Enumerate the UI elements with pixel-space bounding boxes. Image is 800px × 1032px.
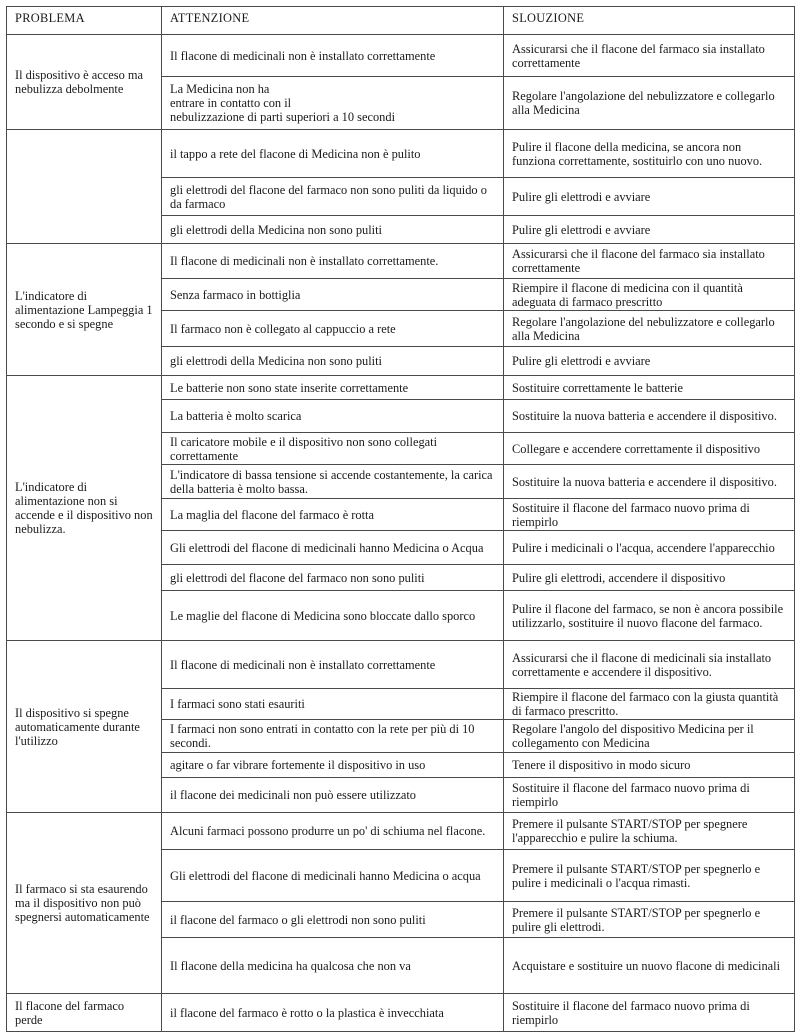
attention-cell: Il farmaco non è collegato al cappuccio a rete <box>162 311 504 347</box>
problem-cell: L'indicatore di alimentazione Lampeggia 1 secondo e si spegne <box>7 244 162 376</box>
troubleshooting-table <box>6 6 795 1032</box>
solution-cell: Pulire gli elettrodi e avviare <box>504 178 795 216</box>
header-attenzione: ATTENZIONE <box>162 7 504 35</box>
attention-cell: Senza farmaco in bottiglia <box>162 279 504 311</box>
solution-cell: Riempire il flacone del farmaco con la giusta quantità di farmaco prescritto. <box>504 689 795 720</box>
solution-cell: Premere il pulsante START/STOP per spegnere l'apparecchio e pulire la schiuma. <box>504 813 795 850</box>
problem-cell <box>7 130 162 244</box>
header-problema: PROBLEMA <box>7 7 162 35</box>
solution-cell: Assicurarsi che il flacone del farmaco sia installato correttamente <box>504 244 795 279</box>
solution-cell: Pulire il flacone della medicina, se ancora non funziona correttamente, sostituirlo con uno nuovo. <box>504 130 795 178</box>
attention-cell: La Medicina non ha entrare in contatto con il nebulizzazione di parti superiori a 10 secondi <box>162 77 504 130</box>
problem-cell: L'indicatore di alimentazione non si accende e il dispositivo non nebulizza. <box>7 376 162 641</box>
attention-cell: il tappo a rete del flacone di Medicina non è pulito <box>162 130 504 178</box>
attention-cell: I farmaci sono stati esauriti <box>162 689 504 720</box>
solution-cell: Riempire il flacone di medicina con il quantità adeguata di farmaco prescritto <box>504 279 795 311</box>
table-row <box>7 35 795 77</box>
solution-cell: Pulire gli elettrodi, accendere il dispositivo <box>504 565 795 591</box>
solution-cell: Pulire il flacone del farmaco, se non è ancora possibile utilizzarlo, sostituire il nuovo flacone del farmaco. <box>504 591 795 641</box>
solution-cell: Sostituire la nuova batteria e accendere il dispositivo. <box>504 465 795 499</box>
solution-cell: Assicurarsi che il flacone di medicinali sia installato correttamente e accendere il dispositivo. <box>504 641 795 689</box>
problem-cell: Il dispositivo è acceso ma nebulizza debolmente <box>7 35 162 130</box>
header-soluzione: SLOUZIONE <box>504 7 795 35</box>
attention-cell: agitare o far vibrare fortemente il dispositivo in uso <box>162 753 504 778</box>
table-row <box>7 244 795 279</box>
table-row <box>7 813 795 850</box>
solution-cell: Sostituire il flacone del farmaco nuovo prima di riempirlo <box>504 778 795 813</box>
attention-cell: gli elettrodi della Medicina non sono puliti <box>162 347 504 376</box>
attention-cell: Gli elettrodi del flacone di medicinali hanno Medicina o acqua <box>162 850 504 902</box>
attention-cell: La batteria è molto scarica <box>162 400 504 433</box>
attention-cell: il flacone dei medicinali non può essere utilizzato <box>162 778 504 813</box>
header-row <box>7 7 795 35</box>
solution-cell: Sostituire il flacone del farmaco nuovo prima di riempirlo <box>504 499 795 531</box>
solution-cell: Regolare l'angolazione del nebulizzatore e collegarlo alla Medicina <box>504 77 795 130</box>
attention-cell: Gli elettrodi del flacone di medicinali hanno Medicina o Acqua <box>162 531 504 565</box>
attention-cell: Il flacone della medicina ha qualcosa che non va <box>162 938 504 994</box>
attention-cell: il flacone del farmaco è rotto o la plastica è invecchiata <box>162 994 504 1032</box>
solution-cell: Pulire gli elettrodi e avviare <box>504 216 795 244</box>
table-row <box>7 376 795 400</box>
attention-cell: Il flacone di medicinali non è installato correttamente <box>162 641 504 689</box>
attention-cell: gli elettrodi della Medicina non sono puliti <box>162 216 504 244</box>
problem-cell: Il flacone del farmaco perde <box>7 994 162 1032</box>
solution-cell: Pulire gli elettrodi e avviare <box>504 347 795 376</box>
table-row <box>7 641 795 689</box>
solution-cell: Premere il pulsante START/STOP per spegnerlo e pulire i medicinali o l'acqua rimasti. <box>504 850 795 902</box>
solution-cell: Assicurarsi che il flacone del farmaco sia installato correttamente <box>504 35 795 77</box>
attention-cell: L'indicatore di bassa tensione si accende costantemente, la carica della batteria è molto bassa. <box>162 465 504 499</box>
attention-cell: il flacone del farmaco o gli elettrodi non sono puliti <box>162 902 504 938</box>
solution-cell: Sostituire la nuova batteria e accendere il dispositivo. <box>504 400 795 433</box>
problem-cell: Il farmaco si sta esaurendo ma il dispositivo non può spegnersi automaticamente <box>7 813 162 994</box>
solution-cell: Collegare e accendere correttamente il dispositivo <box>504 433 795 465</box>
solution-cell: Tenere il dispositivo in modo sicuro <box>504 753 795 778</box>
problem-cell: Il dispositivo si spegne automaticamente durante l'utilizzo <box>7 641 162 813</box>
solution-cell: Regolare l'angolo del dispositivo Medicina per il collegamento con Medicina <box>504 720 795 753</box>
solution-cell: Acquistare e sostituire un nuovo flacone di medicinali <box>504 938 795 994</box>
attention-cell: gli elettrodi del flacone del farmaco non sono puliti <box>162 565 504 591</box>
attention-cell: Alcuni farmaci possono produrre un po' di schiuma nel flacone. <box>162 813 504 850</box>
solution-cell: Pulire i medicinali o l'acqua, accendere l'apparecchio <box>504 531 795 565</box>
attention-cell: I farmaci non sono entrati in contatto con la rete per più di 10 secondi. <box>162 720 504 753</box>
attention-cell: Il caricatore mobile e il dispositivo non sono collegati correttamente <box>162 433 504 465</box>
table-row <box>7 130 795 178</box>
attention-cell: La maglia del flacone del farmaco è rotta <box>162 499 504 531</box>
attention-cell: gli elettrodi del flacone del farmaco non sono puliti da liquido o da farmaco <box>162 178 504 216</box>
solution-cell: Premere il pulsante START/STOP per spegnerlo e pulire gli elettrodi. <box>504 902 795 938</box>
solution-cell: Regolare l'angolazione del nebulizzatore e collegarlo alla Medicina <box>504 311 795 347</box>
attention-cell: Il flacone di medicinali non è installato correttamente. <box>162 244 504 279</box>
attention-cell: Le batterie non sono state inserite correttamente <box>162 376 504 400</box>
solution-cell: Sostituire correttamente le batterie <box>504 376 795 400</box>
solution-cell: Sostituire il flacone del farmaco nuovo prima di riempirlo <box>504 994 795 1032</box>
attention-cell: Le maglie del flacone di Medicina sono bloccate dallo sporco <box>162 591 504 641</box>
attention-cell: Il flacone di medicinali non è installato correttamente <box>162 35 504 77</box>
table-row <box>7 994 795 1032</box>
